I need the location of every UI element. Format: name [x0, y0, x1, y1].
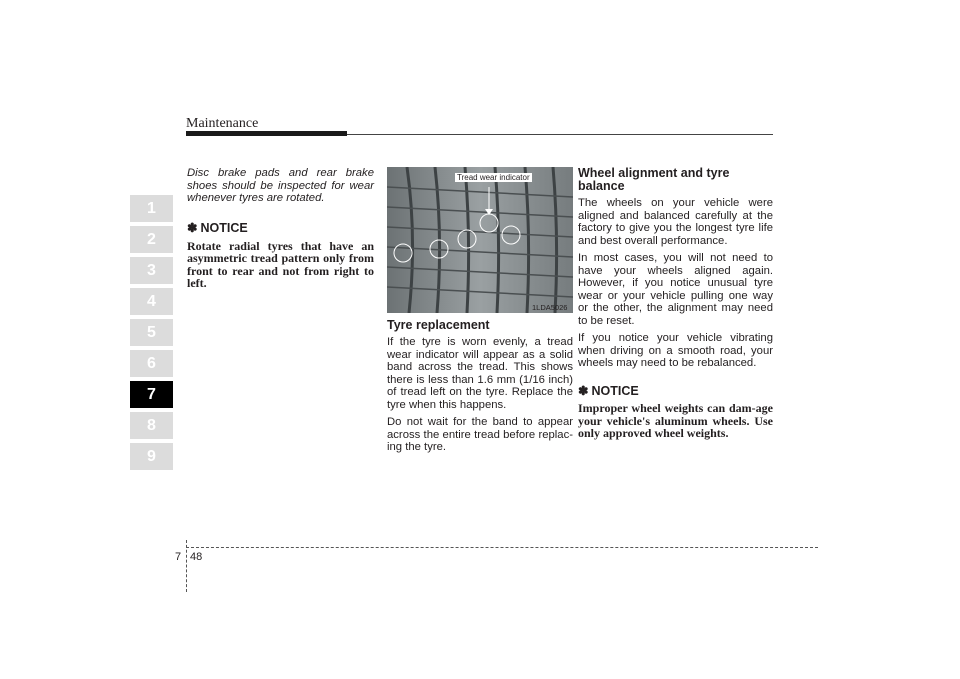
notice-heading — [578, 385, 773, 398]
paragraph: The wheels on your vehicle were aligned and balanced carefully at the factory to give you the longest tyre life and best overall performance. — [578, 197, 773, 247]
notice-box-rotation — [187, 222, 374, 290]
section-title-wheel-alignment: Wheel alignment and tyre balance — [578, 166, 730, 193]
chapter-tab-3[interactable]: 3 — [130, 257, 173, 284]
notice-heading — [187, 222, 374, 235]
wheel-alignment-section — [578, 167, 773, 440]
notice-title: NOTICE — [591, 383, 639, 398]
footer-divider — [186, 540, 187, 592]
paragraph: If you notice your vehicle vibrating when driving on a smooth road, your wheels may need to be rebalanced. — [578, 332, 773, 369]
tyre-replacement-section — [387, 319, 573, 459]
paragraph: Do not wait for the band to appear across the entire tread before replac-ing the tyre. — [387, 416, 573, 453]
notice-body: Rotate radial tyres that have an asymmetric tread pattern only from front to rear and not from right to left. — [187, 238, 374, 290]
section-title-tyre-replacement: Tyre replacement — [387, 318, 490, 332]
header-bar — [186, 131, 347, 136]
paragraph: If the tyre is worn evenly, a tread wear indicator will appear as a solid band across the tread. This shows there is less than 1.6 mm (1/16 inch) of tread left on the tyre. Replace the tyre when this happens. — [387, 336, 573, 411]
tread-wear-indicator-label: Tread wear indicator — [457, 173, 530, 182]
tyre-tread-photo — [387, 167, 573, 313]
footer-rule — [186, 547, 818, 548]
tyre-tread-illustration — [387, 167, 573, 313]
notice-title: NOTICE — [200, 221, 248, 235]
page-header-title: Maintenance — [186, 116, 259, 131]
chapter-tab-5[interactable]: 5 — [130, 319, 173, 346]
brake-inspection-note — [187, 167, 374, 210]
chapter-tab-6[interactable]: 6 — [130, 350, 173, 377]
notice-star-icon: ✽ — [187, 221, 198, 235]
figure-code: 1LDA5026 — [532, 303, 568, 312]
footer-page-number: 48 — [190, 551, 203, 563]
chapter-tab-1[interactable]: 1 — [130, 195, 173, 222]
chapter-tab-8[interactable]: 8 — [130, 412, 173, 439]
chapter-tab-7-active[interactable]: 7 — [130, 381, 173, 408]
brake-inspection-text: Disc brake pads and rear brake shoes should be inspected for wear whenever tyres are rotated. — [187, 167, 374, 204]
footer-chapter-number: 7 — [175, 551, 182, 563]
header-rule — [347, 134, 773, 135]
paragraph: In most cases, you will not need to have your wheels aligned again. However, if you notice unusual tyre wear or your vehicle pulling one way or the other, the alignment may need to be reset. — [578, 252, 773, 327]
notice-body: Improper wheel weights can dam-age your vehicle's aluminum wheels. Use only approved wheel weights. — [578, 401, 773, 440]
chapter-tab-2[interactable]: 2 — [130, 226, 173, 253]
chapter-tabs — [130, 195, 173, 474]
chapter-tab-9[interactable]: 9 — [130, 443, 173, 470]
chapter-tab-4[interactable]: 4 — [130, 288, 173, 315]
notice-star-icon: ✽ — [578, 383, 589, 398]
